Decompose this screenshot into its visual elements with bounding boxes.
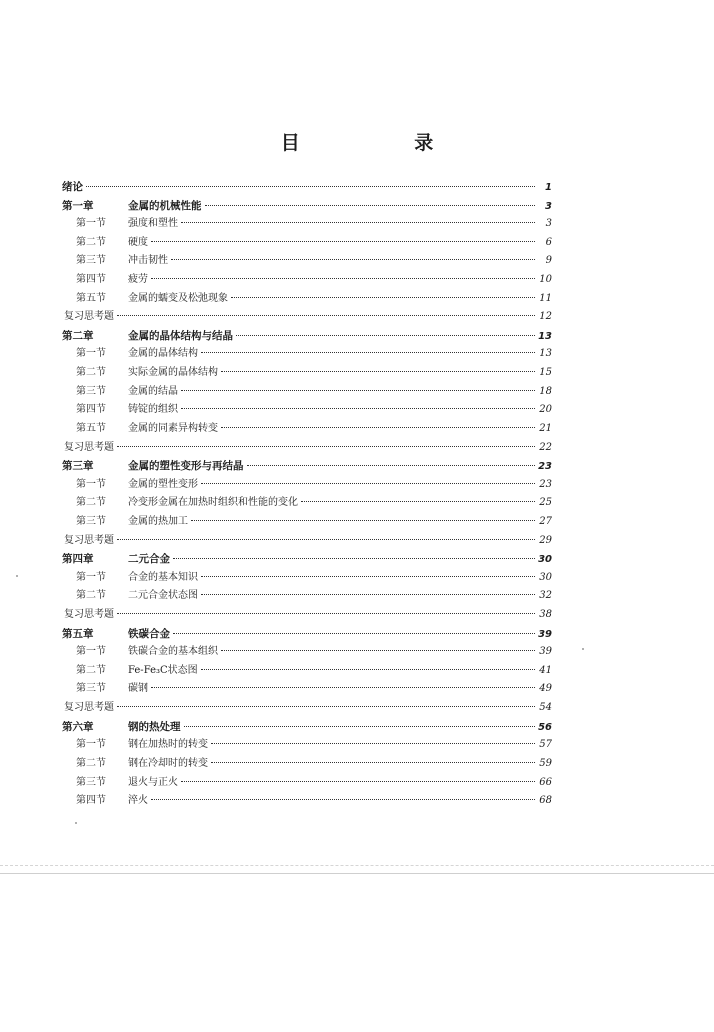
dot-leader [117,529,535,540]
toc-entry-title: 金属的热加工 [128,515,188,527]
dot-leader [173,623,535,634]
dot-leader [201,473,535,484]
toc-entry-title: 金属的塑性变形 [128,478,198,490]
dot-leader [151,677,535,688]
toc-page-number: 18 [539,385,552,397]
dot-leader [151,789,535,800]
dot-leader [221,417,535,428]
table-of-contents [62,178,552,811]
scan-edge-line [0,873,714,874]
toc-entry-number: 第五节 [76,422,106,434]
toc-entry-number: 第三节 [76,255,106,267]
toc-entry-title: 硬度 [128,236,148,248]
toc-page-number: 22 [539,441,552,453]
toc-entry-title: 铁碳合金的基本组织 [128,646,218,658]
dot-leader [181,771,535,782]
toc-entry-title: 铁碳合金 [128,627,170,640]
dot-leader [301,491,535,502]
toc-entry-title: 淬火 [128,795,148,807]
dot-leader [117,436,535,447]
toc-entry-title: 金属的晶体结构 [128,348,198,360]
toc-entry-number: 第二节 [76,367,106,379]
toc-entry-title: 冲击韧性 [128,255,168,267]
toc-entry-number: 第四章 [62,553,94,566]
toc-page-number: 41 [539,664,552,676]
toc-page-number: 21 [539,422,552,434]
toc-page-number: 49 [539,683,552,695]
dot-leader [221,640,535,651]
toc-page-number: 57 [539,739,552,751]
toc-entry-number: 第二节 [76,236,106,248]
toc-page-number: 23 [539,478,552,490]
dot-leader [205,195,536,206]
toc-entry-title: 二元合金 [128,553,170,566]
toc-entry-title: 钢在冷却时的转变 [128,757,208,769]
dot-leader [173,548,535,559]
toc-entry-title: 铸锭的组织 [128,404,178,416]
toc-entry-title: 冷变形金属在加热时组织和性能的变化 [128,497,298,509]
dot-leader [221,361,535,372]
toc-entry-title: 绪论 [62,181,83,193]
toc-entry-title: 钢的热处理 [128,720,181,733]
toc-page-number: 3 [545,218,552,230]
toc-page-number: 54 [539,702,552,714]
toc-entry-title: 复习思考题 [64,702,114,714]
toc-page-number: 27 [539,515,552,527]
toc-entry-title: 钢在加热时的转变 [128,739,208,751]
toc-entry-number: 第五节 [76,292,106,304]
toc-page-number: 12 [539,311,552,323]
toc-entry-title: 强度和塑性 [128,218,178,230]
toc-entry-number: 第二节 [76,757,106,769]
dot-leader [184,716,536,727]
dot-leader [247,455,536,466]
toc-entry-number: 第六章 [62,720,94,733]
toc-entry-title: 合金的基本知识 [128,571,198,583]
toc-page-number: 29 [539,534,552,546]
toc-entry-number: 第一节 [76,478,106,490]
toc-page-number: 15 [539,367,552,379]
dot-leader [117,696,535,707]
dot-leader [151,268,535,279]
toc-entry-number: 第五章 [62,627,94,640]
toc-entry-number: 第四节 [76,274,106,286]
dot-leader [211,733,535,744]
toc-entry-number: 第三节 [76,515,106,527]
toc-entry-number: 第三章 [62,460,94,473]
toc-entry-number: 第一节 [76,571,106,583]
dot-leader [201,342,535,353]
toc-entry-title: 复习思考题 [64,609,114,621]
dot-leader [191,510,535,521]
toc-entry-number: 第四节 [76,404,106,416]
toc-entry-number: 第一节 [76,646,106,658]
page-title: 目 录 [280,132,488,154]
dot-leader [181,398,535,409]
dot-leader [171,249,535,260]
toc-entry-title: 金属的结晶 [128,385,178,397]
dot-leader [201,566,535,577]
toc-entry-number: 第一节 [76,739,106,751]
toc-entry-number: 第三节 [76,385,106,397]
toc-entry-number: 第三节 [76,776,106,788]
dot-leader [236,325,535,336]
dot-leader [117,603,535,614]
toc-entry-number: 第二节 [76,497,106,509]
toc-entry-number: 第三节 [76,683,106,695]
toc-page-number: 25 [539,497,552,509]
dot-leader [211,752,535,763]
dot-leader [117,305,535,316]
toc-entry-number: 第二章 [62,329,94,342]
dot-leader [181,380,535,391]
dot-leader [231,287,535,298]
toc-page-number: 56 [538,721,552,733]
toc-page-number: 39 [539,646,552,658]
toc-page-number: 39 [538,628,552,640]
toc-entry-number: 第一章 [62,199,94,212]
scan-speck [16,575,18,577]
toc-page-number: 66 [539,776,552,788]
toc-entry-title: 碳钢 [128,683,148,695]
scan-edge-line [0,865,714,866]
toc-page-number: 30 [539,571,552,583]
toc-entry-title: 金属的同素异构转变 [128,422,218,434]
toc-page-number: 6 [545,236,552,248]
toc-page-number: 10 [539,274,552,286]
toc-page-number: 13 [538,330,552,342]
toc-page-number: 32 [539,590,552,602]
toc-entry-title: 金属的机械性能 [128,199,202,212]
toc-entry-number: 第一节 [76,348,106,360]
toc-entry-title: 实际金属的晶体结构 [128,367,218,379]
toc-entry-title: 退火与正火 [128,776,178,788]
toc-page-number: 59 [539,757,552,769]
toc-entry-title: 金属的蠕变及松弛现象 [128,292,228,304]
toc-entry-title: 二元合金状态图 [128,590,198,602]
toc-entry-title: 金属的塑性变形与再结晶 [128,460,244,473]
toc-page-number: 68 [539,795,552,807]
toc-entry-number: 第一节 [76,218,106,230]
toc-page-number: 20 [539,404,552,416]
toc-page-number: 13 [539,348,552,360]
scan-speck [582,648,584,650]
toc-entry-number: 第二节 [76,590,106,602]
toc-entry-number: 第四节 [76,795,106,807]
toc-entry-title: 复习思考题 [64,534,114,546]
toc-section-row [62,792,552,811]
dot-leader [86,176,535,187]
dot-leader [201,584,535,595]
toc-entry-title: 疲劳 [128,274,148,286]
toc-entry-title: Fe-Fe₃C状态图 [128,664,198,676]
toc-page-number: 38 [539,609,552,621]
scan-speck [75,822,77,824]
toc-page-number: 1 [545,182,552,193]
dot-leader [151,231,535,242]
toc-entry-title: 复习思考题 [64,441,114,453]
toc-entry-number: 第二节 [76,664,106,676]
dot-leader [181,212,535,223]
toc-entry-title: 金属的晶体结构与结晶 [128,329,233,342]
toc-page-number: 11 [539,292,552,304]
toc-entry-title: 复习思考题 [64,311,114,323]
toc-page-number: 9 [545,255,552,267]
dot-leader [201,659,535,670]
toc-page-number: 23 [538,461,552,473]
toc-page-number: 30 [538,554,552,566]
toc-page-number: 3 [545,200,552,212]
